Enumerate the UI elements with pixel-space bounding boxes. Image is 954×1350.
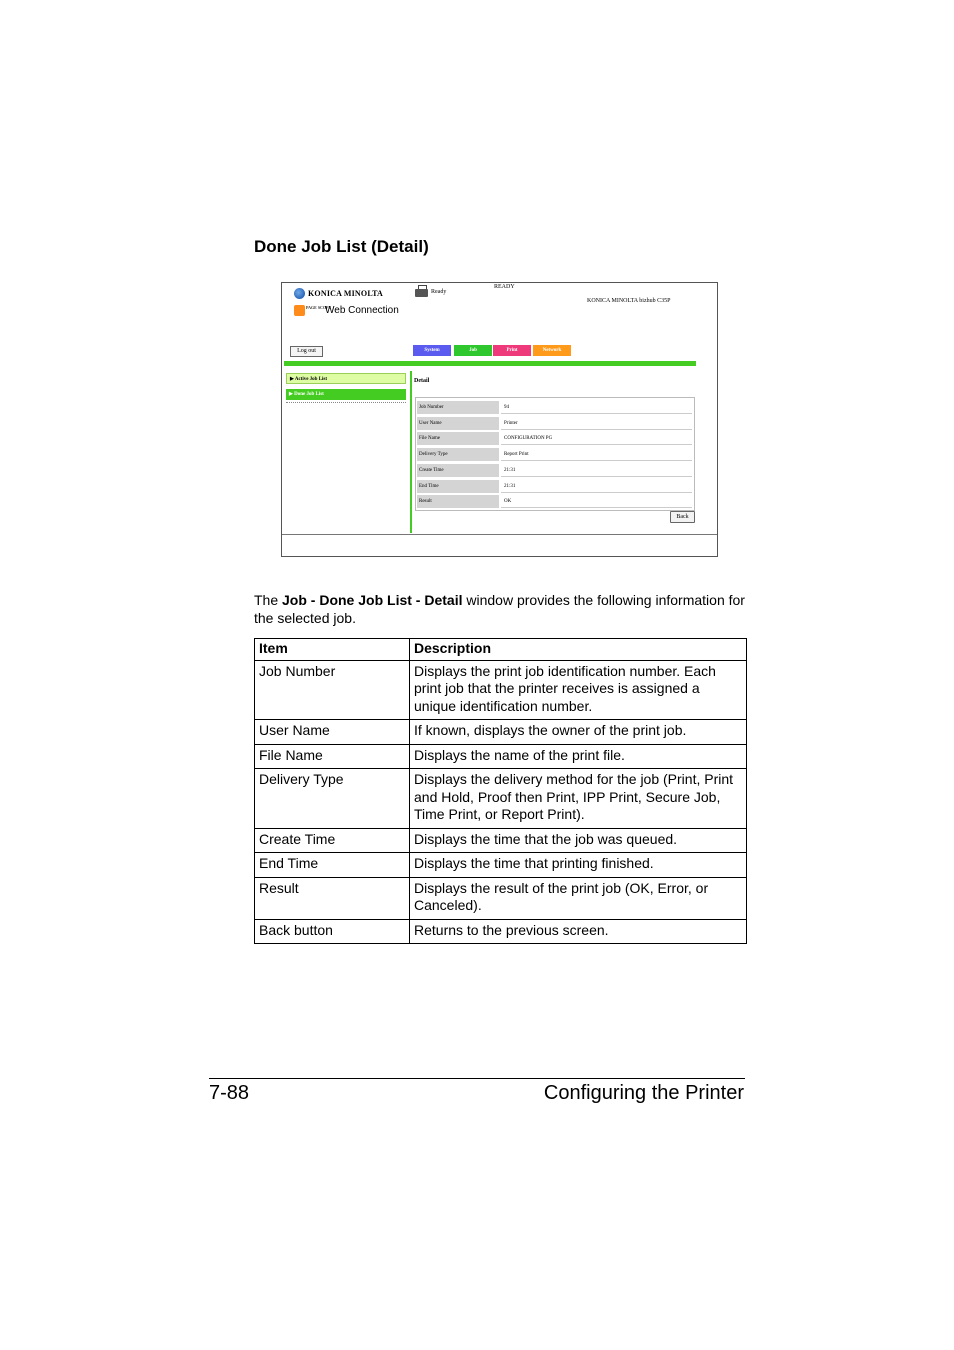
tab-network[interactable]: Network <box>533 345 571 356</box>
sidebar-item-done-job-list[interactable]: ▶ Done Job List <box>286 389 406 400</box>
detail-row-label: User Name <box>417 417 499 430</box>
globe-icon <box>294 288 305 299</box>
detail-row-label: File Name <box>417 432 499 445</box>
page-number: 7-88 <box>209 1082 250 1104</box>
detail-row-label: End Time <box>417 480 499 493</box>
detail-row-label: Result <box>417 495 499 508</box>
footer-title: Configuring the Printer <box>543 1082 744 1104</box>
table-row <box>255 828 747 853</box>
model-name: KONICA MINOLTA bizhub C35P <box>587 298 671 304</box>
konica-minolta-logo <box>294 288 394 302</box>
table-row <box>255 660 747 720</box>
printer-icon <box>415 285 429 299</box>
table-cell-description: Displays the time that the job was queued. <box>410 828 747 853</box>
table-cell-item: File Name <box>255 744 410 769</box>
sidebar-divider <box>286 402 406 403</box>
detail-row <box>416 463 694 478</box>
pagescope-small-text: PAGE SCOPE <box>306 305 332 310</box>
table-cell-description: If known, displays the owner of the print job. <box>410 720 747 745</box>
web-connection-text: Web Connection <box>325 305 399 316</box>
detail-row-value: Printer <box>501 417 692 430</box>
table-cell-item: Back button <box>255 919 410 944</box>
detail-row <box>416 494 694 509</box>
detail-row <box>416 431 694 446</box>
web-connection-screenshot <box>281 282 718 557</box>
table-cell-description: Returns to the previous screen. <box>410 919 747 944</box>
intro-paragraph: The Job - Done Job List - Detail window provides the following information for the selected job. <box>254 592 745 626</box>
back-button[interactable]: Back <box>670 511 695 523</box>
detail-row-value: 21:31 <box>501 464 692 477</box>
table-cell-item: End Time <box>255 853 410 878</box>
table-row <box>255 919 747 944</box>
section-heading: Done Job List (Detail) <box>254 237 429 256</box>
detail-row-value: 94 <box>501 401 692 414</box>
detail-table <box>415 397 695 511</box>
detail-row <box>416 416 694 431</box>
table-row <box>255 744 747 769</box>
detail-title: Detail <box>414 378 430 384</box>
detail-row <box>416 447 694 462</box>
table-cell-item: User Name <box>255 720 410 745</box>
brand-text: KONICA MINOLTA <box>308 289 384 298</box>
sidebar-separator <box>410 371 412 533</box>
detail-row-value: CONFIGURATION PG <box>501 432 692 445</box>
description-table <box>254 638 747 944</box>
tab-job[interactable]: Job <box>454 345 492 356</box>
header-item: Item <box>255 639 410 661</box>
header-description: Description <box>410 639 747 661</box>
frame-bottom-line <box>282 534 717 535</box>
table-row <box>255 853 747 878</box>
pagescope-logo <box>294 305 409 319</box>
table-row <box>255 769 747 829</box>
table-cell-item: Job Number <box>255 660 410 720</box>
sidebar-item-active-job-list[interactable]: ▶ Active Job List <box>286 373 406 384</box>
table-cell-description: Displays the delivery method for the job (Print, Print and Hold, Proof then Print, IPP Print, Secure Job, Time Print, or Report Print). <box>410 769 747 829</box>
detail-row-value: 21:31 <box>501 480 692 493</box>
footer-rule <box>209 1078 745 1079</box>
tab-system[interactable]: System <box>413 345 451 356</box>
window-path: Job - Done Job List - Detail <box>282 592 463 608</box>
detail-row-label: Job Number <box>417 401 499 414</box>
tab-print[interactable]: Print <box>493 345 531 356</box>
detail-row <box>416 400 694 415</box>
table-cell-description: Displays the name of the print file. <box>410 744 747 769</box>
table-cell-description: Displays the result of the print job (OK, Error, or Canceled). <box>410 877 747 919</box>
table-cell-description: Displays the print job identification number. Each print job that the printer receives is assigned a unique identification number. <box>410 660 747 720</box>
pagescope-icon <box>294 305 305 316</box>
status-text: READY <box>494 284 515 290</box>
table-cell-item: Result <box>255 877 410 919</box>
detail-row-value: OK <box>501 495 692 508</box>
detail-row-label: Create Time <box>417 464 499 477</box>
detail-row-value: Report Print <box>501 448 692 461</box>
table-row <box>255 877 747 919</box>
printer-status-label: Ready <box>431 289 447 295</box>
table-cell-item: Create Time <box>255 828 410 853</box>
table-cell-description: Displays the time that printing finished. <box>410 853 747 878</box>
tab-underline-bar <box>284 361 696 366</box>
table-cell-item: Delivery Type <box>255 769 410 829</box>
detail-row-label: Delivery Type <box>417 448 499 461</box>
logout-button[interactable]: Log out <box>290 346 323 357</box>
detail-row <box>416 479 694 494</box>
table-row <box>255 720 747 745</box>
